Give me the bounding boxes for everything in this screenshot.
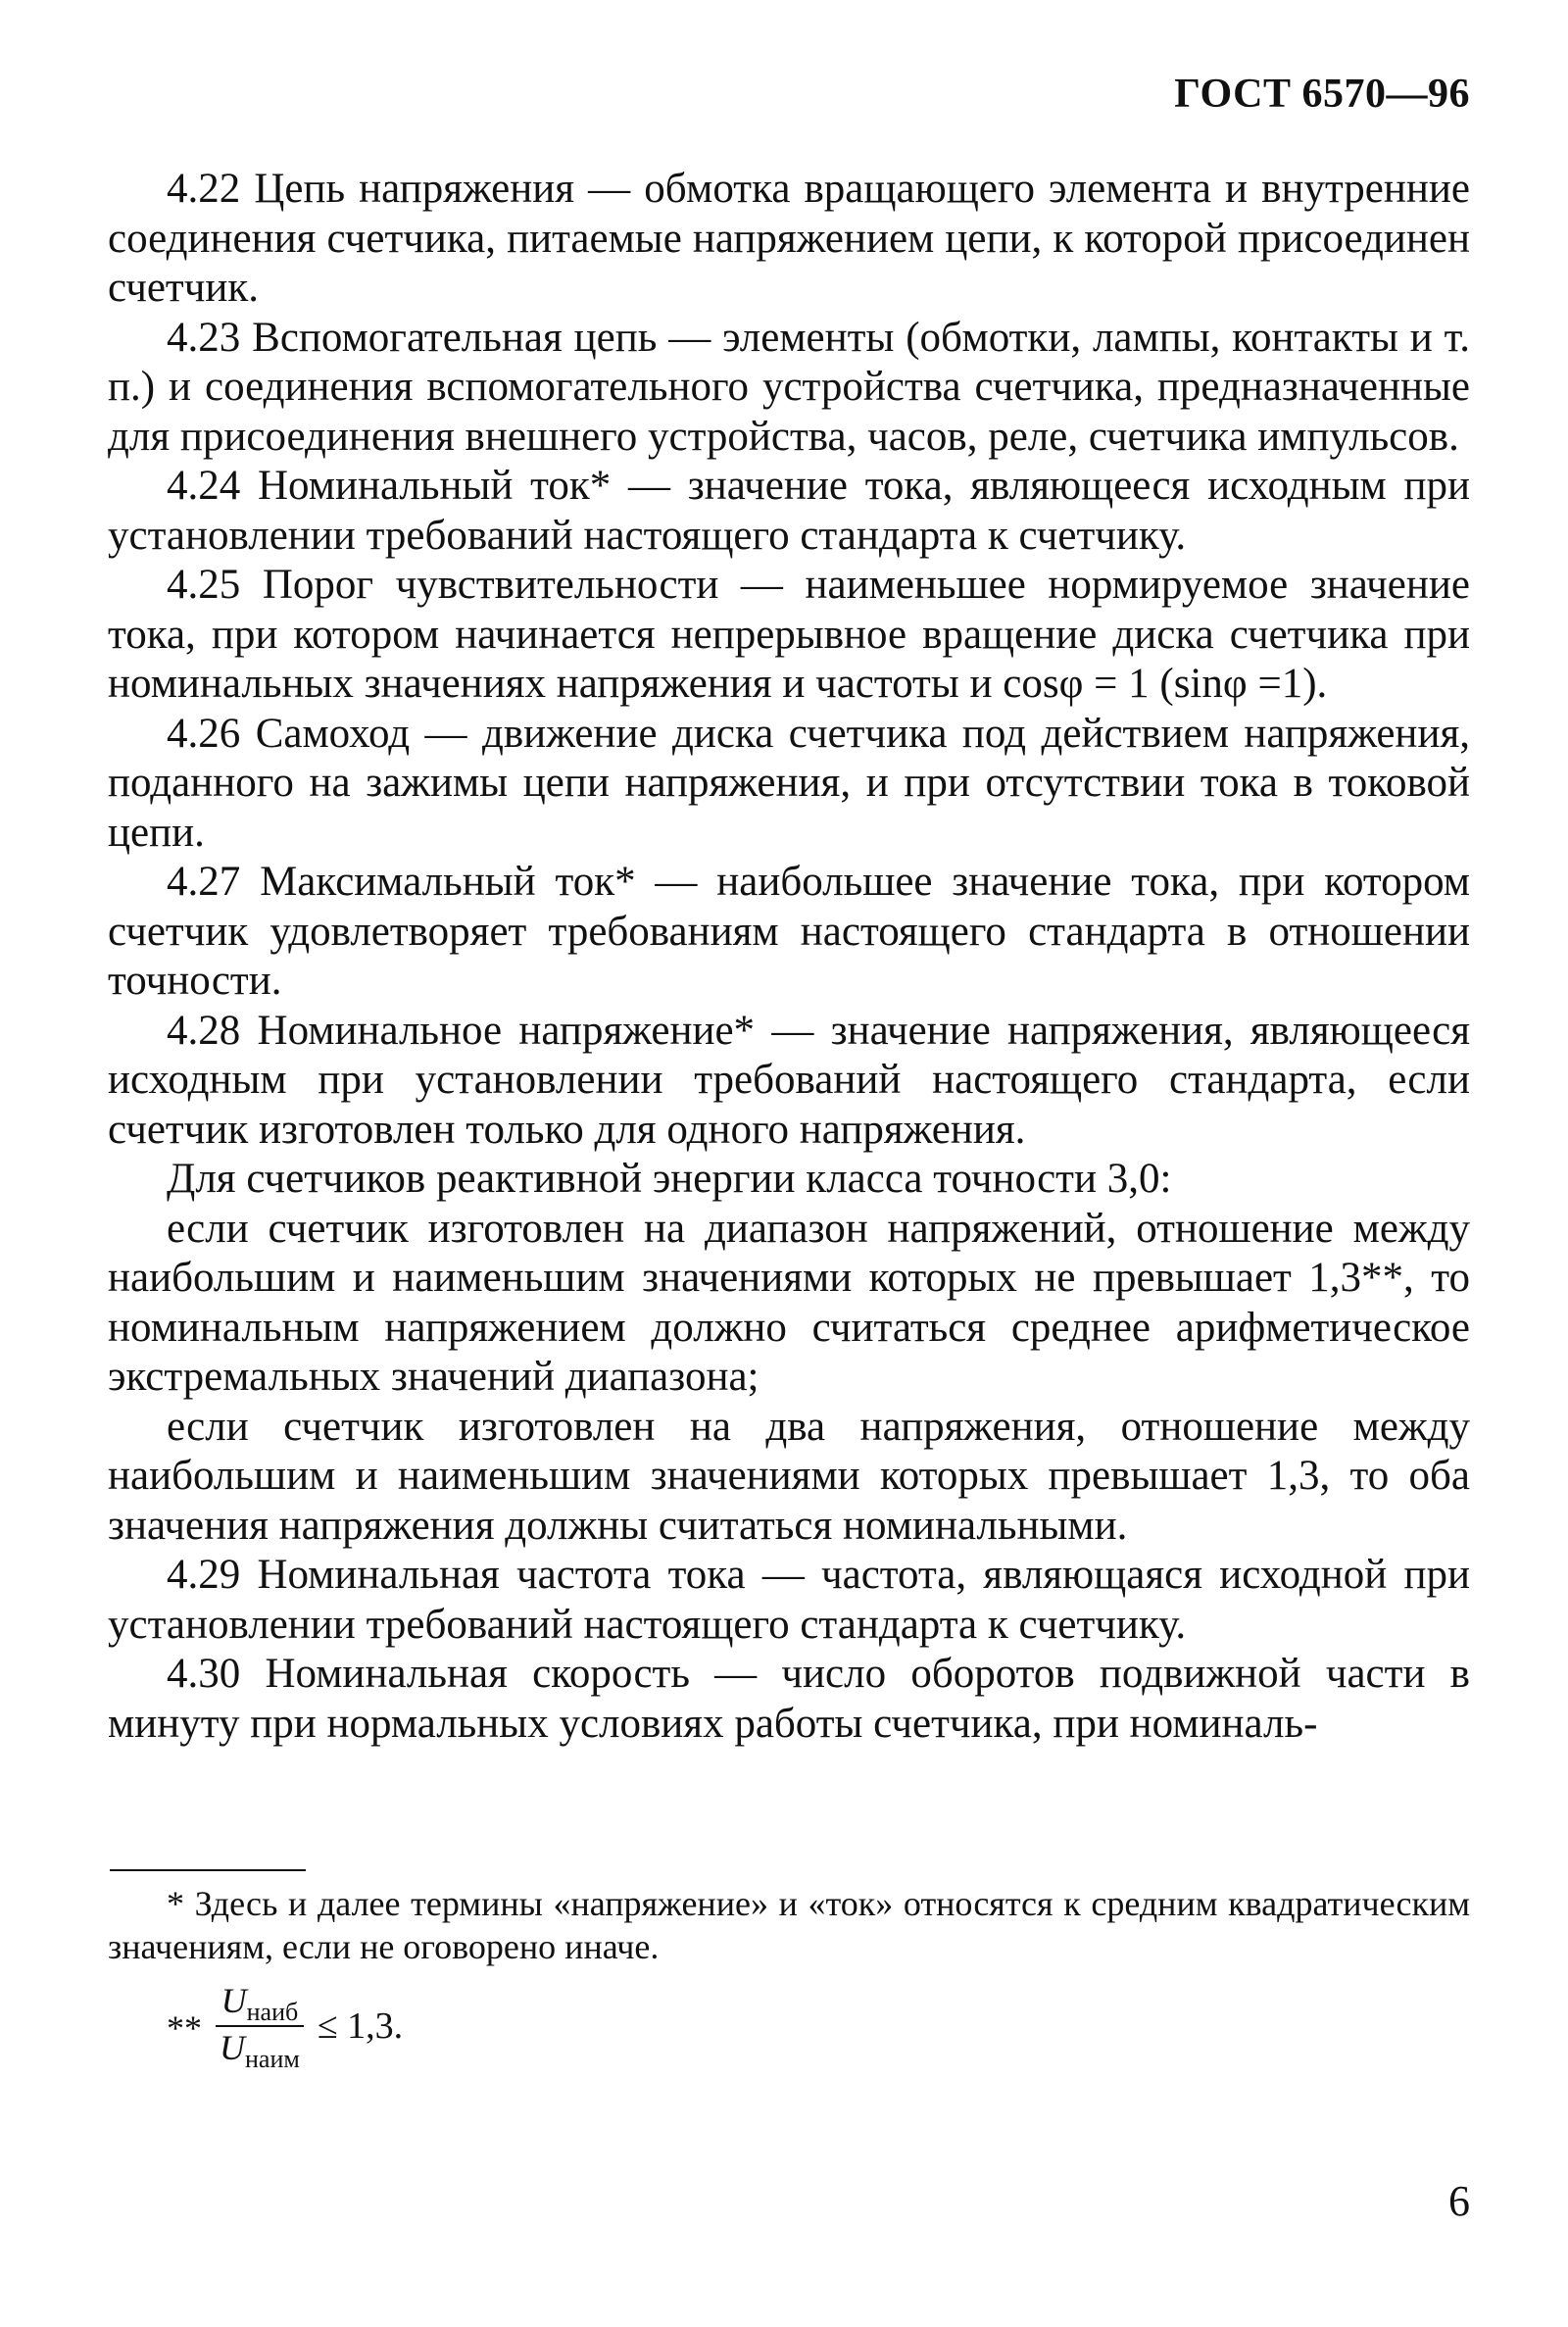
paragraph-4-22: 4.22 Цепь напряжения — обмотка вращающего элемента и внутренние соединения счетчика, питаемые напряжением цепи, к которой присоединен счетчик. — [108, 166, 1470, 311]
paragraph-4-30: 4.30 Номинальная скорость — число оборотов подвижной части в минуту при нормальных условиях работы счетчика, при номиналь- — [108, 1651, 1470, 1747]
paragraph-4-25: 4.25 Порог чувствительности — наименьшее нормируемое значение тока, при котором начинается непрерывное вращение диска счетчика при номинальных значениях напряжения и частоты и cosφ = 1 (sinφ =1). — [108, 562, 1470, 707]
numerator-symbol: U — [220, 1981, 247, 2020]
page-number: 6 — [1448, 2177, 1470, 2225]
paragraph-4-29: 4.29 Номинальная частота тока — частота, являющаяся исходной при установлении требований настоящего стандарта к счетчику. — [108, 1552, 1470, 1648]
body-text — [108, 165, 1470, 1749]
paragraph-4-24: 4.24 Номинальный ток* — значение тока, являющееся исходным при установлении требований настоящего стандарта к счетчику. — [108, 463, 1470, 559]
footnote-double-star-marker: ** — [167, 2008, 202, 2048]
denominator-symbol: U — [220, 2028, 245, 2067]
paragraph-4-26: 4.26 Самоход — движение диска счетчика под действием напряжения, поданного на зажимы цепи напряжения, и при отсутствии тока в токовой цепи. — [108, 710, 1470, 856]
footnotes — [108, 1882, 1470, 1968]
standard-header: ГОСТ 6570—96 — [1174, 72, 1470, 117]
paragraph-4-28: 4.28 Номинальное напряжение* — значение напряжения, являющееся исходным при установлении требований настоящего стандарта, если счетчик изготовлен только для одного напряжения. — [108, 1007, 1470, 1153]
formula-relation: ≤ 1,3. — [317, 2005, 404, 2047]
paragraph-voltage-range: если счетчик изготовлен на диапазон напряжений, отношение между наибольшим и наименьшим значениями которых не превышает 1,3**, то номинальным напряжением должно считаться среднее арифметическое экстремальных значений диапазона; — [108, 1205, 1470, 1400]
denominator-subscript: наим — [245, 2045, 300, 2073]
numerator-subscript: наиб — [246, 1998, 299, 2026]
footnote-single-star: * Здесь и далее термины «напряжение» и «ток» относятся к средним квадратическим значениям, если не оговорено иначе. — [108, 1884, 1470, 1966]
paragraph-4-23: 4.23 Вспомогательная цепь — элементы (обмотки, лампы, контакты и т. п.) и соединения вспомогательного устройства счетчика, предназначенные для присоединения внешнего устройства, часов, реле, счетчика импульсов. — [108, 314, 1470, 460]
paragraph-reactive-energy: Для счетчиков реактивной энергии класса точности 3,0: — [167, 1156, 1172, 1202]
footnote-double-star-formula — [167, 1980, 403, 2072]
fraction-numerator — [218, 1980, 303, 2025]
paragraph-4-27: 4.27 Максимальный ток* — наибольшее значение тока, при котором счетчик удовлетворяет требованиям настоящего стандарта в отношении точности. — [108, 859, 1470, 1004]
footnote-separator — [110, 1869, 306, 1871]
paragraph-two-voltages: если счетчик изготовлен на два напряжения, отношение между наибольшим и наименьшим значениями которых превышает 1,3, то оба значения напряжения должны считаться номинальными. — [108, 1403, 1470, 1549]
fraction-denominator — [216, 2027, 304, 2072]
voltage-ratio-fraction — [216, 1980, 304, 2072]
